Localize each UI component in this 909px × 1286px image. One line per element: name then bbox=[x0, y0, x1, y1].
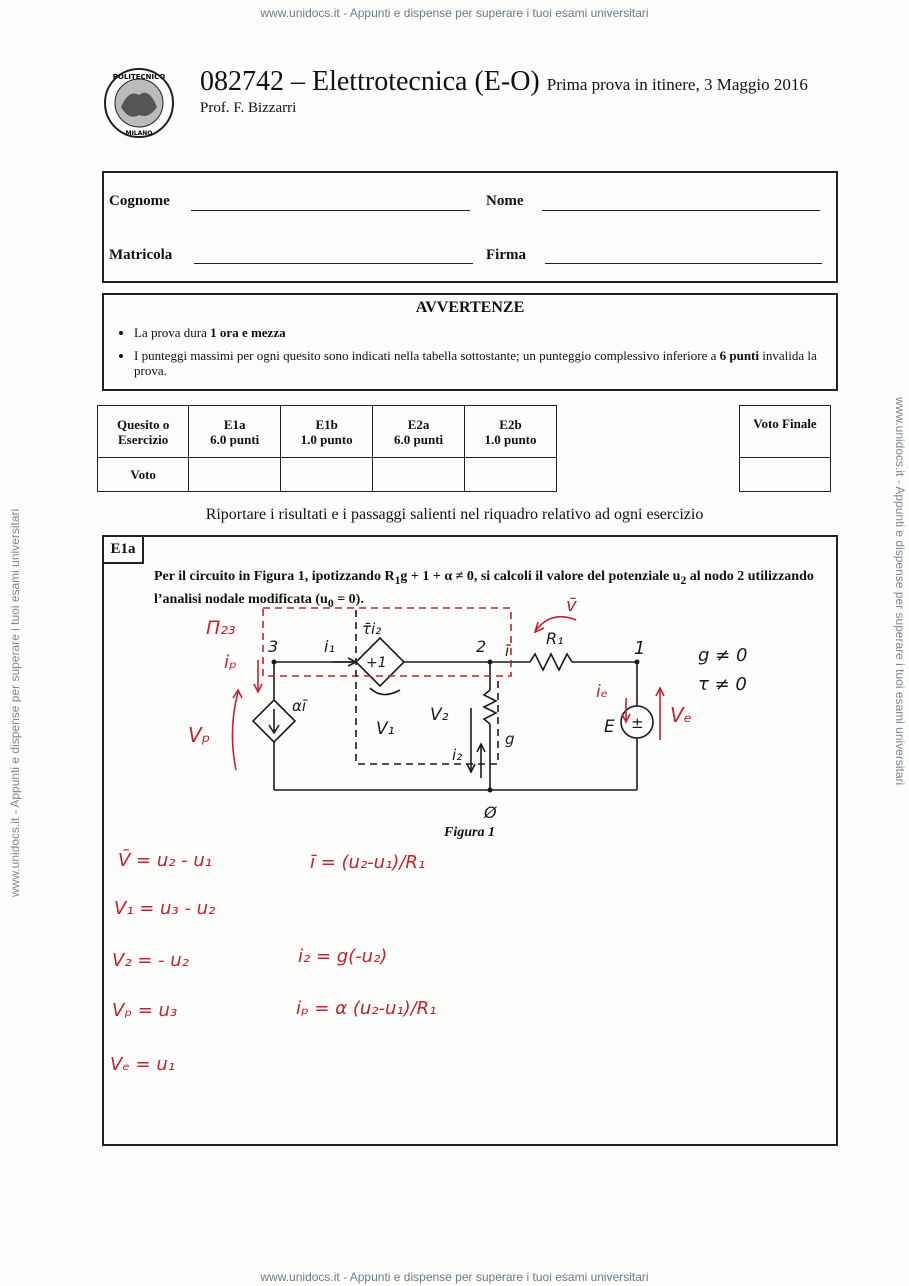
figure-caption: Figura 1 bbox=[444, 825, 495, 840]
nome-label: Nome bbox=[486, 193, 524, 209]
hw-ie: iₑ bbox=[596, 682, 608, 702]
resistor-label: R₁ bbox=[546, 629, 564, 648]
source-sign: ± bbox=[631, 714, 644, 732]
watermark-bottom: www.unidocs.it - Appunti e dispense per superare i tuoi esami universitari bbox=[260, 1270, 649, 1284]
hw-equation: i₂ = g(-u₂) bbox=[298, 946, 388, 967]
firma-label: Firma bbox=[486, 247, 526, 263]
hw-equation: iₚ = α (u₂-u₁)/R₁ bbox=[296, 998, 437, 1019]
hw-ve: Vₑ bbox=[670, 703, 693, 727]
score-col-e1a: E1a 6.0 punti bbox=[189, 406, 281, 458]
hw-g-condition: g ≠ 0 bbox=[698, 645, 748, 666]
score-col-e2a: E2a 6.0 punti bbox=[373, 406, 465, 458]
hw-equation: V₂ = - u₂ bbox=[112, 950, 189, 971]
node-2-label: 2 bbox=[476, 637, 487, 656]
exercise-question: Per il circuito in Figura 1, ipotizzando $R_1g + 1 + \alpha \ne 0$, si calcoli il valore del potenziale $u_2$ al nodo 2 utilizzando l’analisi nodale modificata $(u_0 = 0)$. bbox=[154, 569, 814, 610]
final-grade-label: Voto Finale bbox=[740, 406, 831, 458]
hw-equation: Vₚ = u₃ bbox=[112, 1000, 178, 1021]
professor-name: Prof. F. Bizzarri bbox=[200, 100, 297, 116]
hw-pi23: Π₂₃ bbox=[206, 617, 236, 639]
watermark-top: www.unidocs.it - Appunti e dispense per superare i tuoi esami universitari bbox=[260, 6, 649, 20]
logo-text-top: POLITECNICO bbox=[112, 73, 166, 81]
hw-equation: V̄ = u₂ - u₁ bbox=[118, 850, 213, 871]
watermark-left: www.unidocs.it - Appunti e dispense per superare i tuoi esami universitari bbox=[8, 508, 22, 897]
logo-text-bottom: MILANO bbox=[125, 130, 153, 137]
hw-i1: i₁ bbox=[324, 637, 335, 656]
hw-v1: V₁ bbox=[376, 719, 395, 739]
hw-vp: Vₚ bbox=[188, 723, 211, 747]
warning-bold: 6 punti bbox=[719, 348, 759, 363]
hw-equation: Vₑ = u₁ bbox=[110, 1054, 175, 1075]
instruction-text: Riportare i risultati e i passaggi salienti nel riquadro relativo ad ogni esercizio bbox=[205, 506, 704, 523]
source-label: E bbox=[604, 717, 615, 737]
exercise-tag: E1a bbox=[104, 537, 144, 564]
hw-equation: V₁ = u₃ - u₂ bbox=[114, 898, 216, 919]
course-title: 082742 – Elettrotecnica (E-O) bbox=[200, 66, 540, 97]
warnings-title: AVVERTENZE bbox=[415, 299, 525, 316]
hw-equation: ī = (u₂-u₁)/R₁ bbox=[310, 852, 426, 873]
exam-info: Prima prova in itinere, 3 Maggio 2016 bbox=[546, 75, 808, 94]
ccvs-label: τ̄i₂ bbox=[362, 620, 382, 638]
warning-bold: 1 ora e mezza bbox=[210, 325, 286, 340]
hw-i2: i₂ bbox=[452, 746, 463, 764]
hw-v2: V₂ bbox=[430, 705, 449, 725]
node-1-label: 1 bbox=[634, 638, 646, 659]
matricola-label: Matricola bbox=[109, 247, 173, 263]
hw-ibar: ī bbox=[505, 642, 510, 660]
unit-source-label: +1 bbox=[366, 655, 387, 671]
score-row-label: Voto bbox=[98, 458, 189, 492]
hw-tau-condition: τ ≠ 0 bbox=[698, 674, 747, 695]
node-3-label: 3 bbox=[268, 637, 279, 656]
warning-text: invalida la prova. bbox=[134, 348, 817, 378]
score-col-e1b: E1b 1.0 punto bbox=[281, 406, 373, 458]
hw-vbar: v̄ bbox=[566, 595, 577, 616]
hw-ip: iₚ bbox=[224, 652, 237, 673]
conductance-label: g bbox=[505, 730, 515, 748]
warning-text: La prova dura bbox=[134, 325, 211, 340]
cognome-label: Cognome bbox=[109, 193, 170, 209]
score-col-e2b: E2b 1.0 punto bbox=[465, 406, 557, 458]
warning-text: I punteggi massimi per ogni quesito sono indicati nella tabella sottostante; un punteggio complessivo inferiore a bbox=[134, 348, 720, 363]
score-header-label: Quesito o Esercizio bbox=[98, 406, 189, 458]
cccs-label: αī bbox=[292, 697, 307, 715]
node-0-label: Ø bbox=[484, 803, 497, 822]
watermark-right: www.unidocs.it - Appunti e dispense per superare i tuoi esami universitari bbox=[893, 397, 907, 786]
